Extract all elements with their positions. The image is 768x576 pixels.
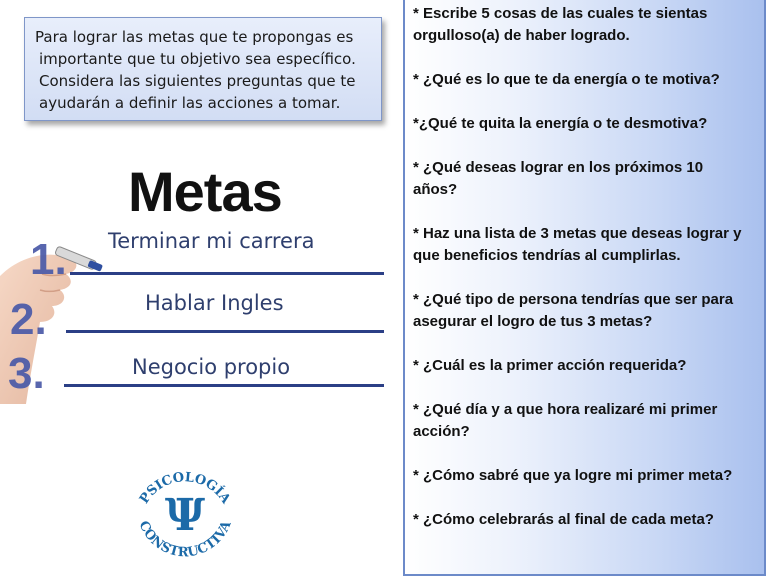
goal-underline — [70, 272, 384, 275]
psi-symbol-icon: Ψ — [164, 490, 206, 541]
intro-box — [24, 17, 382, 121]
question-item: * Haz una lista de 3 metas que deseas lograr y que beneficios tendrías al cumplirlas. — [413, 225, 742, 264]
logo-top-text: PSICOLOGÍA — [136, 470, 234, 507]
intro-line: importante que tu objetivo sea específico. — [39, 50, 356, 68]
intro-line: Para lograr las metas que te propongas es — [35, 28, 354, 46]
goal-text: Hablar Ingles — [145, 291, 284, 315]
question-item: * ¿Qué deseas lograr en los próximos 10 años? — [413, 159, 704, 198]
question-item: * ¿Cómo sabré que ya logre mi primer meta? — [413, 467, 733, 484]
question-item: * Escribe 5 cosas de las cuales te sientas orgulloso(a) de haber logrado. — [413, 5, 708, 44]
intro-line: Considera las siguientes preguntas que te — [39, 72, 356, 90]
goal-number: 3. — [8, 349, 45, 398]
goal-text: Terminar mi carrera — [108, 229, 315, 253]
question-item: * ¿Qué tipo de persona tendrías que ser para asegurar el logro de tus 3 metas? — [413, 291, 734, 330]
logo-bottom-text: CONSTRUCTIVA — [135, 518, 235, 561]
intro-line: ayudarán a definir las acciones a tomar. — [39, 94, 341, 112]
metas-title: Metas — [128, 160, 282, 223]
goal-underline — [66, 330, 384, 333]
goal-text: Negocio propio — [132, 355, 291, 379]
question-item: * ¿Qué día y a que hora realizaré mi primer acción? — [413, 401, 718, 440]
questions-panel — [403, 0, 766, 576]
goal-number: 2. — [10, 295, 47, 344]
question-item: *¿Qué te quita la energía o te desmotiva? — [413, 115, 708, 132]
question-item: * ¿Cómo celebrarás al final de cada meta? — [413, 511, 714, 528]
goal-number: 1. — [30, 235, 67, 284]
psicologia-constructiva-logo — [124, 452, 246, 574]
question-item: * ¿Qué es lo que te da energía o te motiva? — [413, 71, 720, 88]
goal-underline — [64, 384, 384, 387]
question-item: * ¿Cuál es la primer acción requerida? — [413, 357, 687, 374]
